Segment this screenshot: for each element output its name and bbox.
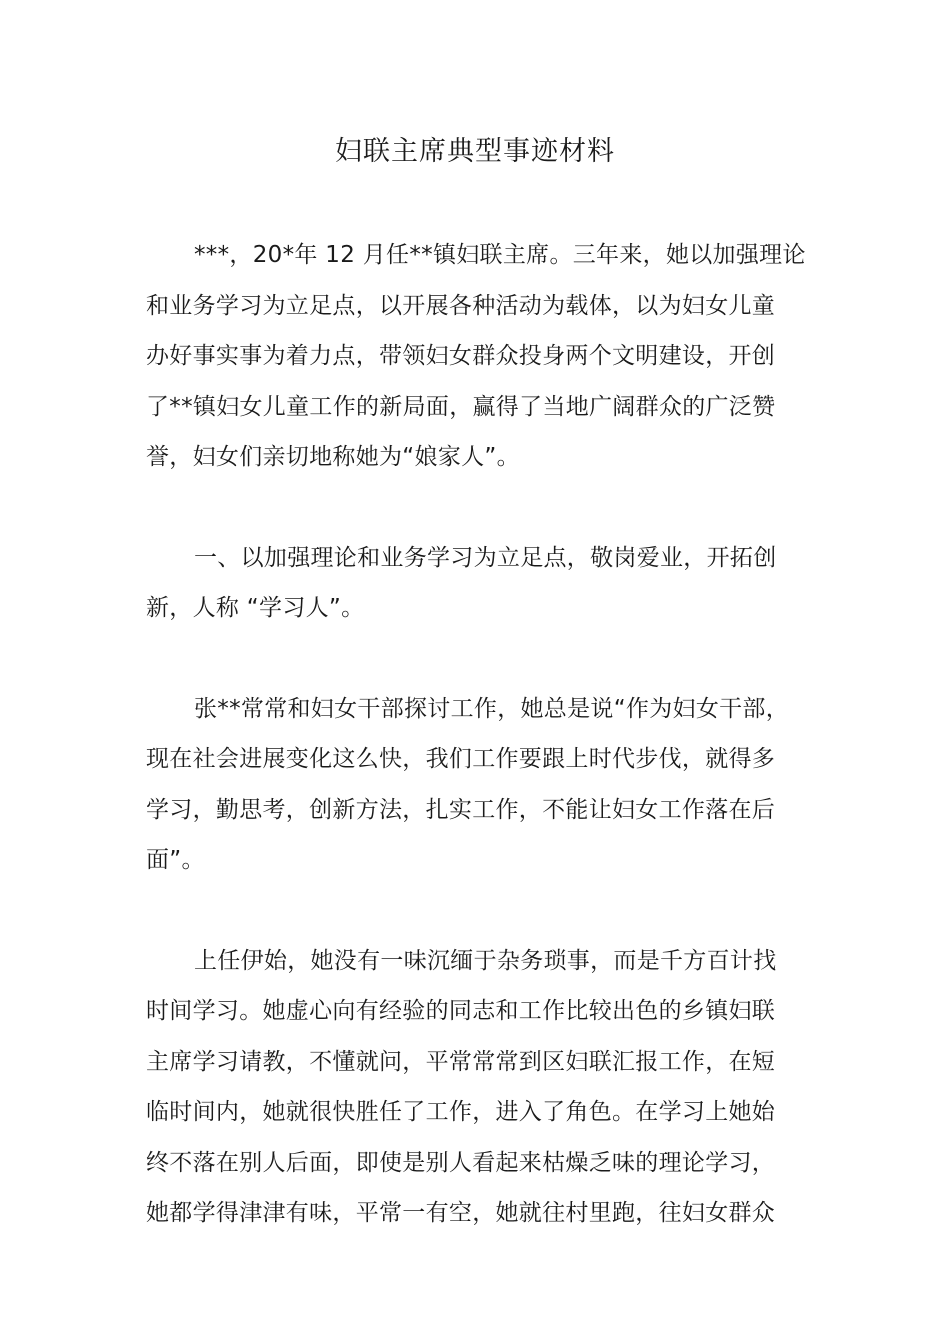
document-title: 妇联主席典型事迹材料 xyxy=(335,136,615,167)
paragraph-study xyxy=(146,936,836,1239)
text-line: 她都学得津津有味，平常一有空，她就往村里跑，往妇女群众 xyxy=(146,1200,776,1226)
text-line: 终不落在别人后面，即使是别人看起来枯燥乏味的理论学习， xyxy=(146,1149,776,1176)
text-line: 一、以加强理论和业务学习为立足点，敬岗爱业，开拓创 xyxy=(194,544,777,571)
text-line: 学习，勤思考，创新方法，扎实工作，不能让妇女工作落在后 xyxy=(146,796,776,823)
text-line: 面”。 xyxy=(146,847,205,873)
text-line: 了**镇妇女儿童工作的新局面，赢得了当地广阔群众的广泛赞 xyxy=(146,393,776,420)
paragraph-intro xyxy=(146,230,836,483)
section-heading-1 xyxy=(146,533,836,634)
text-line: 办好事实事为着力点，带领妇女群众投身两个文明建设，开创 xyxy=(146,343,776,369)
text-line: 临时间内，她就很快胜任了工作，进入了角色。在学习上她始 xyxy=(146,1099,776,1125)
text-line: 时间学习。她虚心向有经验的同志和工作比较出色的乡镇妇联 xyxy=(146,998,776,1024)
document-body xyxy=(146,230,836,1289)
paragraph-quote xyxy=(146,684,836,886)
text-line: 现在社会进展变化这么快，我们工作要跟上时代步伐，就得多 xyxy=(146,746,776,772)
text-line: 张**常常和妇女干部探讨工作，她总是说“作为妇女干部， xyxy=(194,695,790,722)
text-line: 新，人称 “学习人”。 xyxy=(146,595,365,621)
text-line: ***，20*年 12 月任**镇妇联主席。三年来，她以加强理论 xyxy=(194,242,806,268)
text-line: 和业务学习为立足点，以开展各种活动为载体，以为妇女儿童 xyxy=(146,292,776,319)
text-line: 誉，妇女们亲切地称她为“娘家人”。 xyxy=(146,444,520,470)
text-line: 上任伊始，她没有一味沉缅于杂务琐事，而是千方百计找 xyxy=(194,947,777,974)
text-line: 主席学习请教，不懂就问，平常常常到区妇联汇报工作，在短 xyxy=(146,1048,776,1075)
